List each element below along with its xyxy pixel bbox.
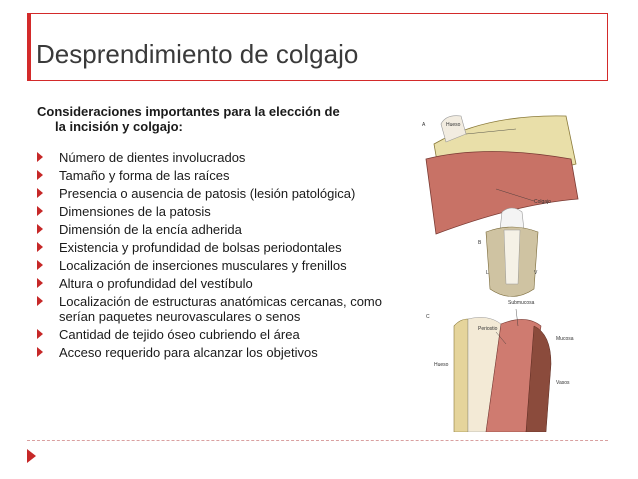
list-item [37,204,393,219]
list-item [37,276,393,291]
label-v: V [534,270,538,276]
list-item [37,258,393,273]
label-mucosa: Mucosa [556,336,574,342]
list-item [37,150,393,165]
slide-title: Desprendimiento de colgajo [36,39,359,69]
list-item-text: Presencia o ausencia de patosis (lesión patológica) [59,186,356,201]
list-item [37,186,393,201]
anatomy-illustration [406,104,595,432]
bullet-arrow-icon [37,206,43,216]
bullet-arrow-icon [37,347,43,357]
label-colgajo: Colgajo [534,199,551,205]
label-hueso-c: Hueso [434,362,449,368]
panel-c-illustration [454,309,551,432]
bullet-arrow-icon [37,260,43,270]
list-item-text: Localización de inserciones musculares y frenillos [59,258,347,273]
list-item-text: Número de dientes involucrados [59,150,246,165]
panel-a-letter: A [422,122,426,128]
panel-b-letter: B [478,240,482,246]
considerations-list [37,150,393,360]
list-item [37,240,393,255]
bullet-arrow-icon [37,188,43,198]
list-item [37,345,393,360]
label-l: L [486,270,489,276]
list-item-text: Dimensiones de la patosis [59,204,211,219]
heading-line-2: la incisión y colgajo: [55,119,183,134]
label-submucosa: Submucosa [508,300,535,306]
footer-arrow-icon [27,449,36,463]
content-heading [37,104,393,134]
bullet-arrow-icon [37,329,43,339]
bullet-arrow-icon [37,170,43,180]
label-periostio: Periostio [478,326,498,332]
list-item-text: Altura o profundidad del vestíbulo [59,276,253,291]
list-item-text: Existencia y profundidad de bolsas periodontales [59,240,342,255]
bullet-arrow-icon [37,278,43,288]
label-hueso-a: Hueso [446,122,461,128]
list-item-text: Dimensión de la encía adherida [59,222,242,237]
panel-c-letter: C [426,314,430,320]
list-item [37,168,393,183]
list-item-text: Localización de estructuras anatómicas cercanas, como serían paquetes neurovasculares o senos [59,294,382,324]
list-item-text: Cantidad de tejido óseo cubriendo el área [59,327,300,342]
bullet-arrow-icon [37,152,43,162]
bullet-arrow-icon [37,224,43,234]
list-item [37,222,393,237]
label-vasos: Vasos [556,380,570,386]
slide-content [37,104,393,363]
list-item-text: Tamaño y forma de las raíces [59,168,230,183]
list-item [37,327,393,342]
bullet-arrow-icon [37,296,43,306]
list-item [37,294,393,324]
title-accent-bar [27,13,31,81]
heading-line-1: Consideraciones importantes para la elección de [37,104,340,119]
list-item-text: Acceso requerido para alcanzar los objetivos [59,345,318,360]
footer-divider [27,440,608,441]
bullet-arrow-icon [37,242,43,252]
